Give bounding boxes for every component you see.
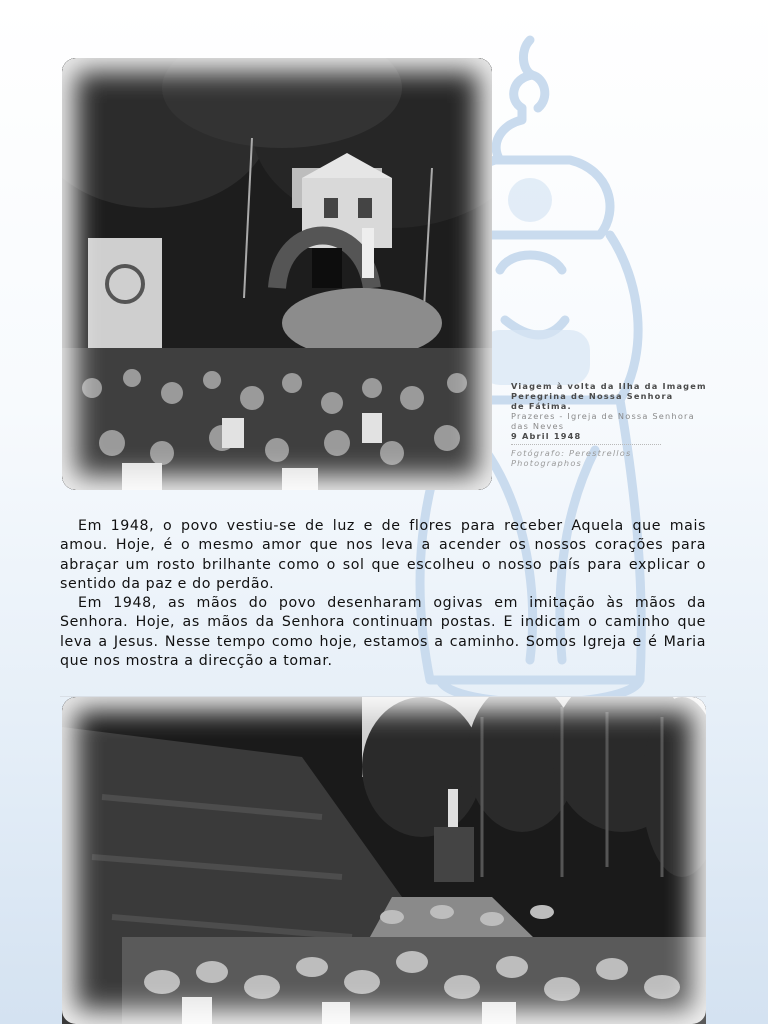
photo-top-image <box>62 58 492 490</box>
caption-credit-line: Photographos <box>511 458 582 468</box>
article-body <box>60 517 706 671</box>
paragraph: Em 1948, as mãos do povo desenharam ogivas em imitação às mãos da Senhora. Hoje, as mãos da Senhora continuam postas. E indicam o caminho que leva a Jesus. Nesse tempo como hoje, estamos a caminho. Somos Igreja e é Maria que nos mostra a direcção a tomar. <box>60 595 706 670</box>
photo-caption <box>511 381 711 468</box>
caption-title-line: de Fátima. <box>511 401 572 411</box>
paragraph: Em 1948, o povo vestiu-se de luz e de flores para receber Aquela que mais amou. Hoje, é o mesmo amor que nos leva a acender os nossos corações para abraçar um rosto brilhante como o sol que escolheu o nosso país para explicar o sentido da paz e do perdão. <box>60 518 706 592</box>
caption-title-line: Peregrina de Nossa Senhora <box>511 391 674 401</box>
kneeling-crowd-photo <box>62 697 706 1024</box>
caption-divider <box>511 444 661 445</box>
procession-church-photo <box>62 58 492 490</box>
caption-date: 9 Abril 1948 <box>511 431 582 441</box>
caption-place-line: Prazeres - Igreja de Nossa Senhora <box>511 411 695 421</box>
caption-place-line: das Neves <box>511 421 565 431</box>
photo-bottom-image <box>62 697 706 1024</box>
caption-title-line: Viagem à volta da Ilha da Imagem <box>511 381 707 391</box>
caption-credit-line: Fotógrafo: Perestrellos <box>511 448 632 458</box>
